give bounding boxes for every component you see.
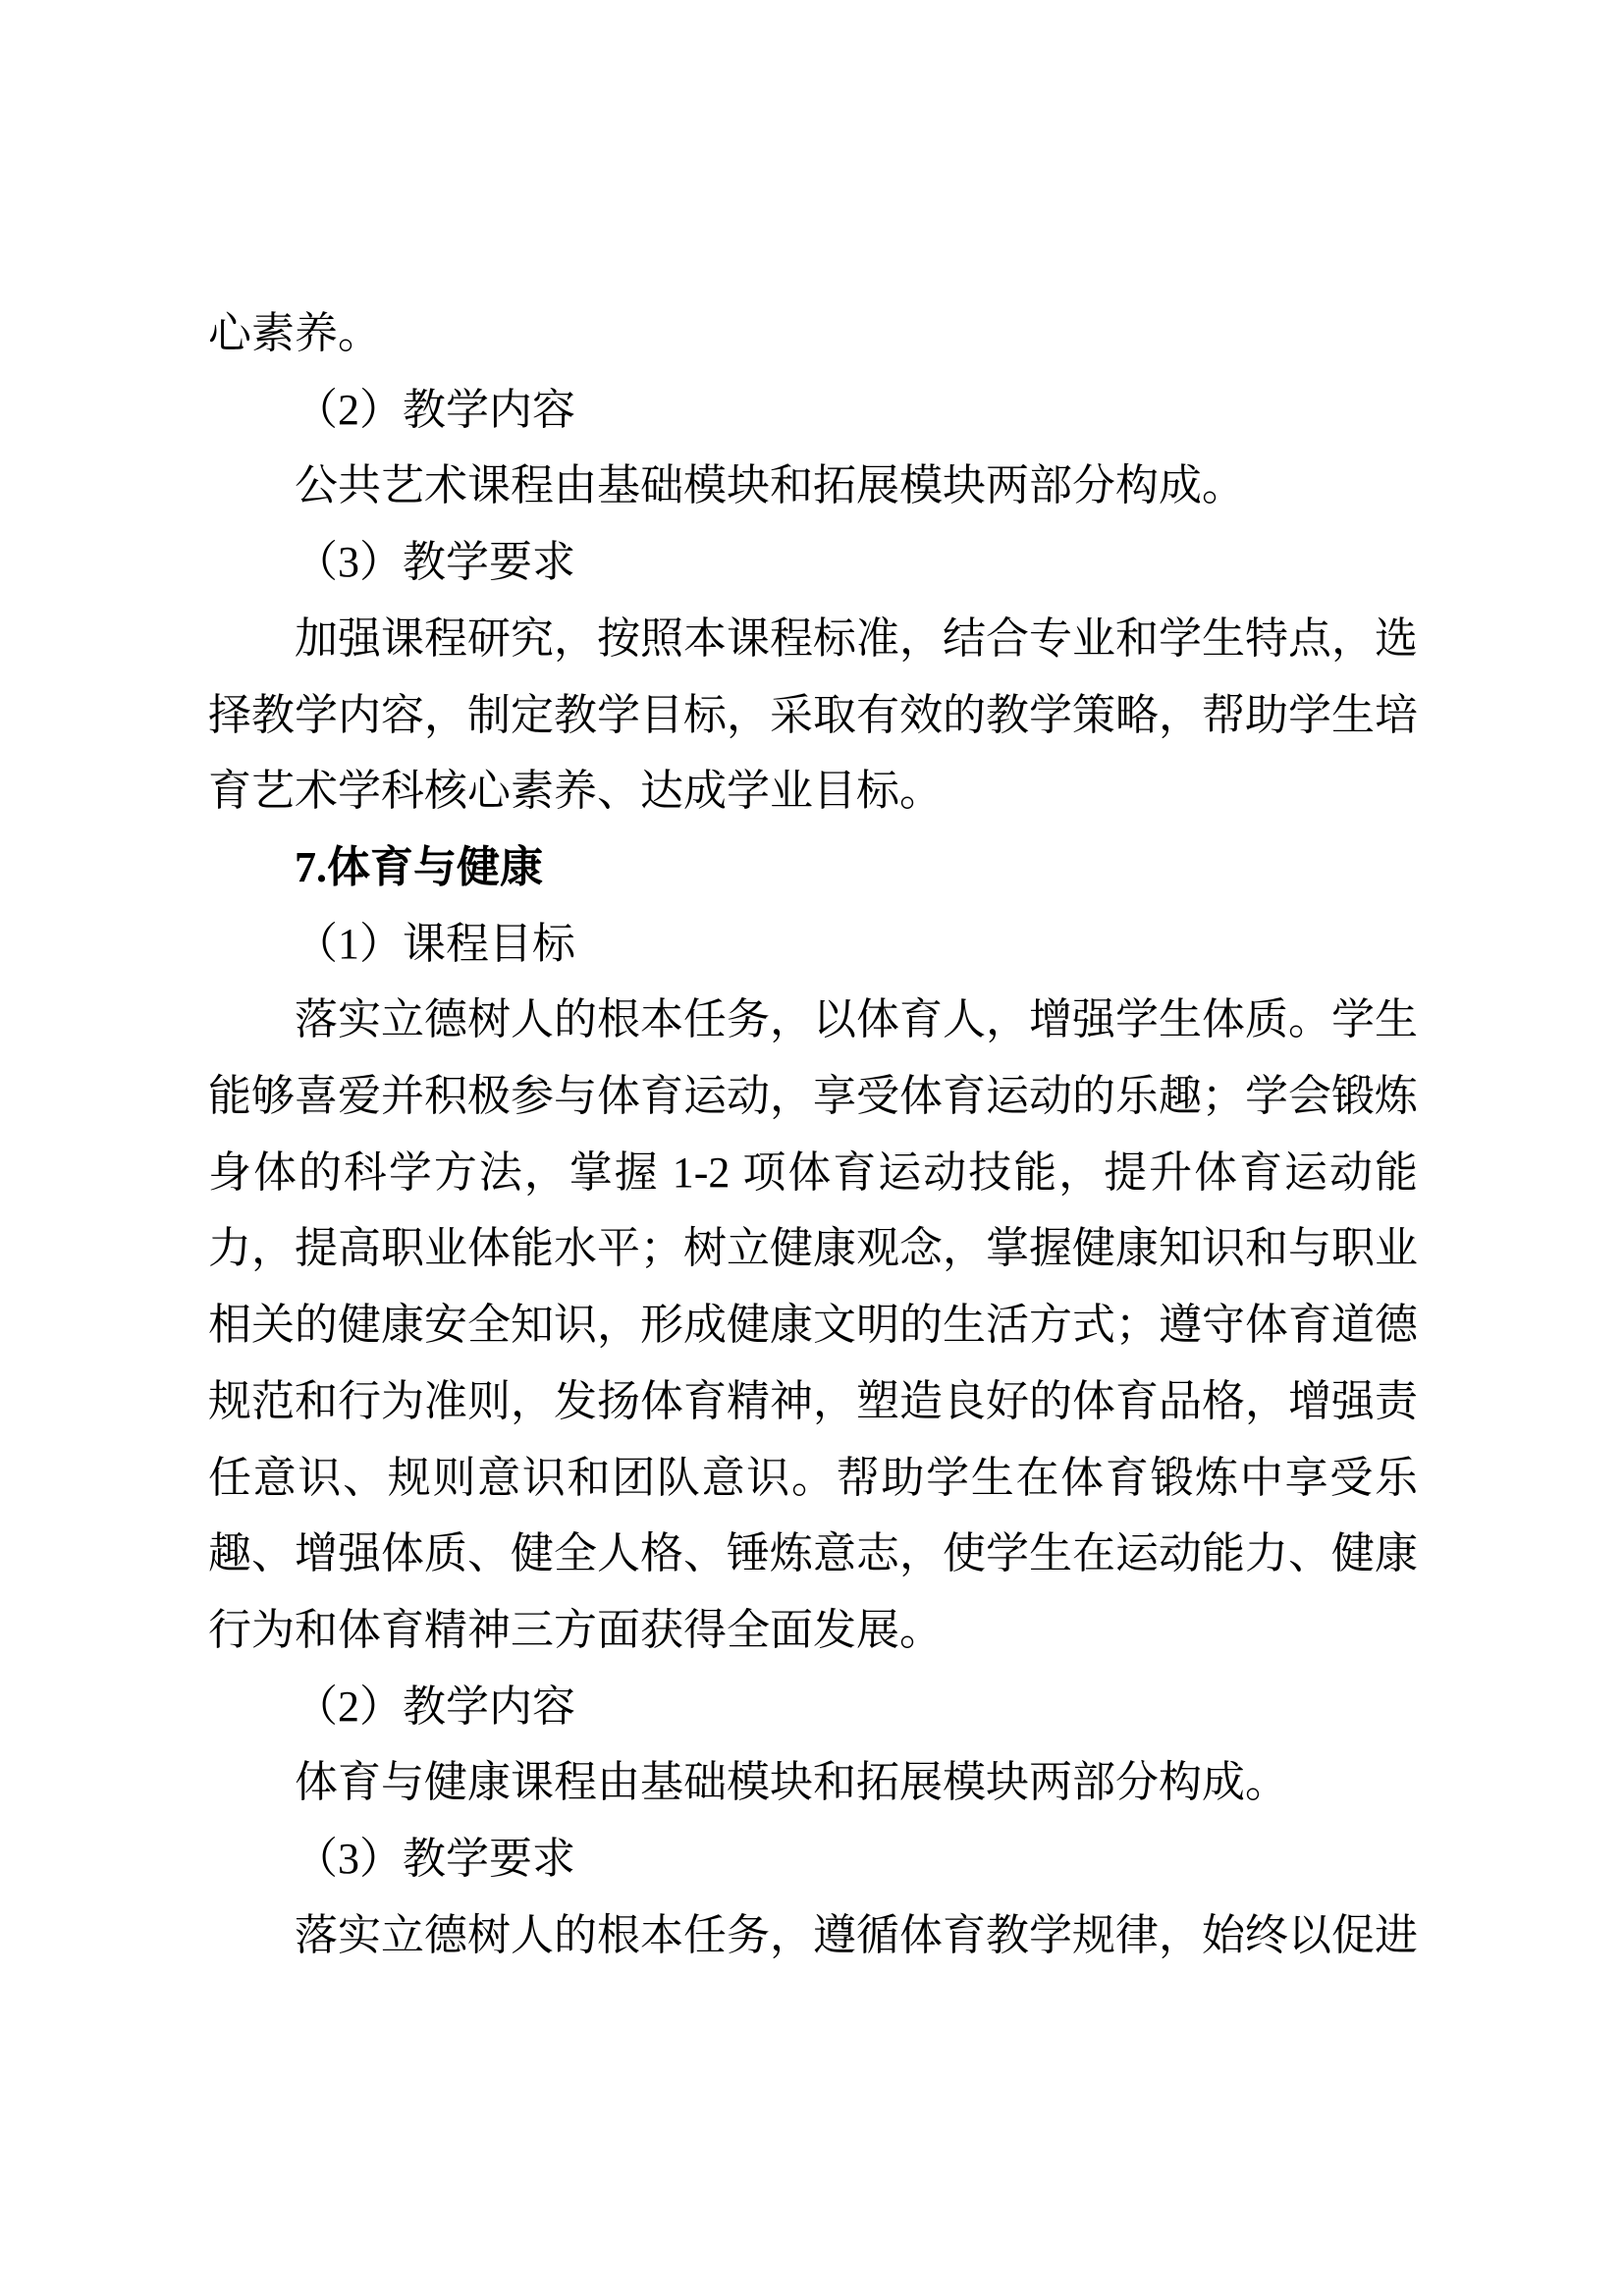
art-teaching-content-body: 公共艺术课程由基础模块和拓展模块两部分构成。: [295, 461, 1245, 510]
section-7-pe-health-heading: 7.体育与健康: [295, 842, 543, 891]
pe-teaching-content-heading: （2）教学内容: [295, 1682, 575, 1731]
pe-teaching-requirements-body: 落实立德树人的根本任务，遵循体育教学规律，始终以促进: [295, 1910, 1418, 1959]
pe-teaching-content-body: 体育与健康课程由基础模块和拓展模块两部分构成。: [295, 1758, 1288, 1807]
continued-text: 心素养。: [208, 309, 381, 357]
art-teaching-requirements-heading: （3）教学要求: [295, 538, 575, 587]
pe-course-objectives-heading: （1）课程目标: [295, 919, 575, 968]
art-teaching-requirements-body: 加强课程研究，按照本课程标准，结合专业和学生特点，选择教学内容，制定教学目标，采取有效的教学策略，帮助学生培育艺术学科核心素养、达成学业目标。: [208, 614, 1418, 816]
pe-teaching-requirements-heading: （3）教学要求: [295, 1835, 575, 1884]
art-teaching-content-heading: （2）教学内容: [295, 385, 575, 434]
pe-course-objectives-body: 落实立德树人的根本任务，以体育人，增强学生体质。学生能够喜爱并积极参与体育运动，享受体育运动的乐趣；学会锻炼身体的科学方法，掌握 1-2 项体育运动技能，提升体育运动能力，提高职业体能水平；树立健康观念，掌握健康知识和与职业相关的健康安全知识，形成健康文明的生活方式；遵守体育道德规范和行为准则，发扬体育精神，塑造良好的体育品格，增强责任意识、规则意识和团队意识。帮助学生在体育锻炼中享受乐趣、增强体质、健全人格、锤炼意志，使学生在运动能力、健康行为和体育精神三方面获得全面发展。: [208, 995, 1418, 1654]
document-text-block: [208, 295, 1418, 1973]
